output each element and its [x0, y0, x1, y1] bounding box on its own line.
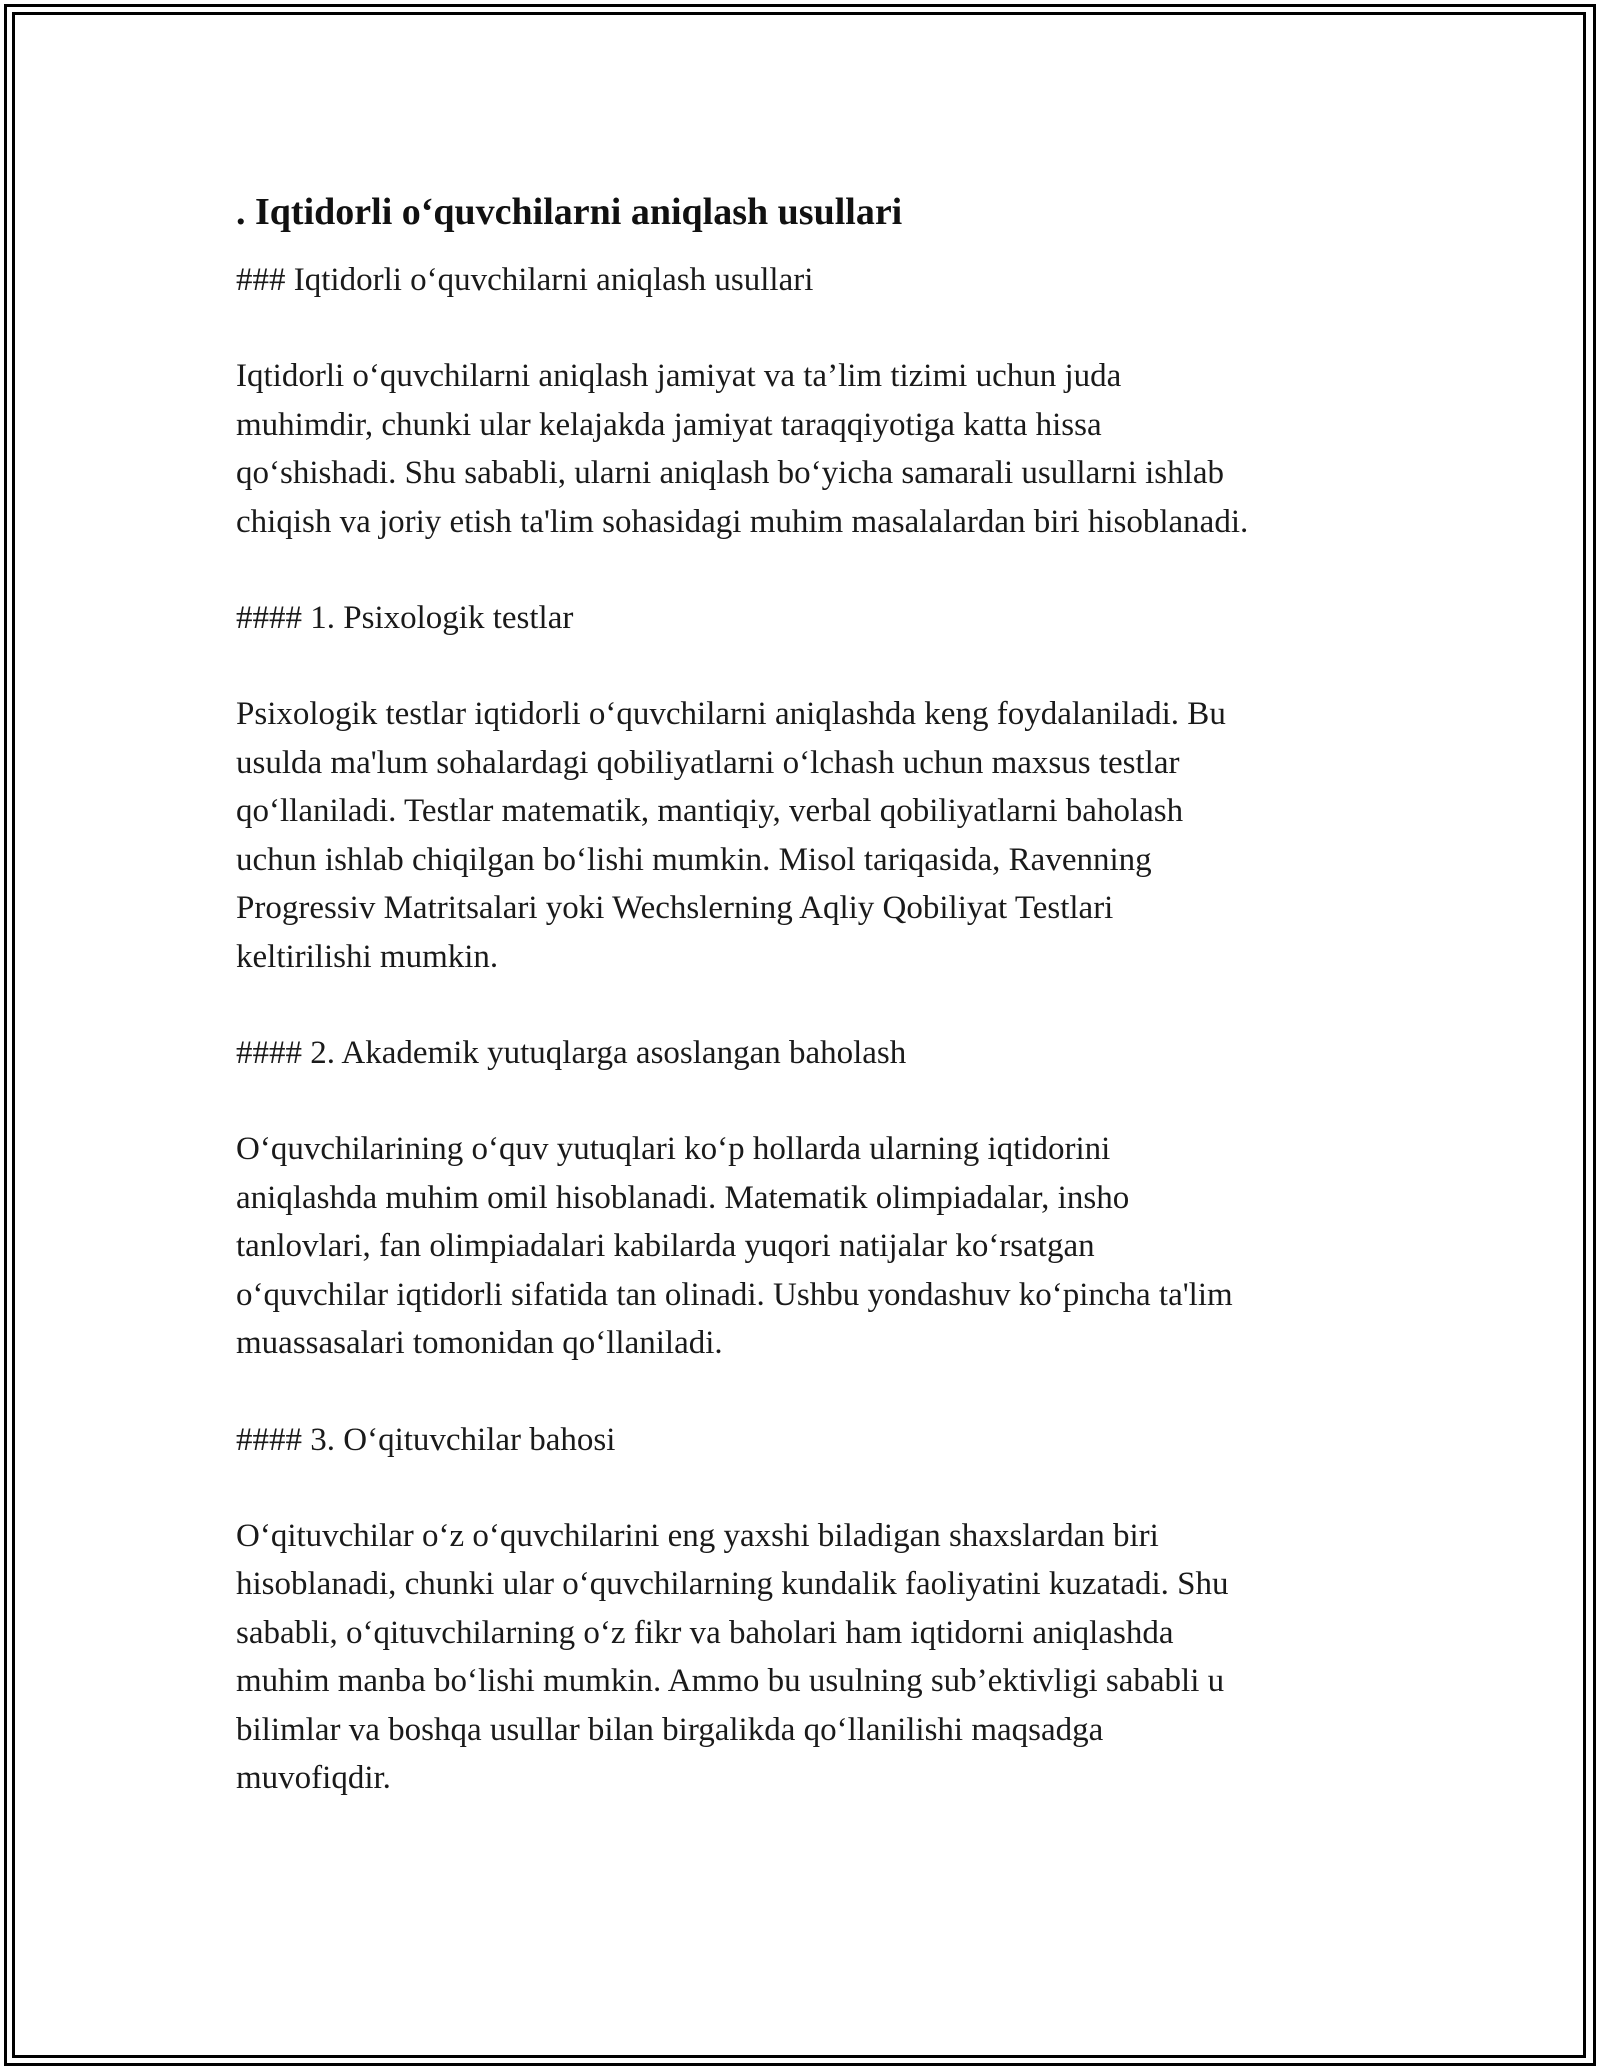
paragraph-line: Progressiv Matritsalari yoki Wechslerning Aqliy Qobiliyat Testlari [236, 890, 1114, 926]
section-heading-psixologik-testlar: #### 1. Psixologik testlar [236, 600, 574, 636]
document-body [236, 188, 1396, 1851]
intro-line: Iqtidorli o‘quvchilarni aniqlash jamiyat va ta’lim tizimi uchun juda [236, 358, 1122, 394]
paragraph-line: Psixologik testlar iqtidorli o‘quvchilarni aniqlashda keng foydalaniladi. Bu [236, 696, 1226, 732]
paragraph-line: sababli, o‘qituvchilarning o‘z fikr va baholari ham iqtidorni aniqlashda [236, 1614, 1174, 1651]
paragraph-line: tanlovlari, fan olimpiadalari kabilarda yuqori natijalar ko‘rsatgan [236, 1228, 1095, 1264]
section-paragraph-psixologik-testlar [236, 690, 1396, 981]
section-paragraph-oqituvchilar-bahosi [236, 1512, 1396, 1803]
paragraph-line: uchun ishlab chiqilgan bo‘lishi mumkin. Misol tariqasida, Ravenning [236, 841, 1152, 878]
paragraph-line: muvofiqdir. [236, 1760, 391, 1796]
section-paragraph-akademik-yutuqlar [236, 1125, 1396, 1368]
document-title: . Iqtidorli o‘quvchilarni aniqlash usullari [236, 191, 903, 233]
paragraph-line: muhim manba bo‘lishi mumkin. Ammo bu usulning sub’ektivligi sababli u [236, 1663, 1225, 1699]
paragraph-line: O‘qituvchilar o‘z o‘quvchilarini eng yaxshi biladigan shaxslardan biri [236, 1517, 1159, 1554]
paragraph-line: muassasalari tomonidan qo‘llaniladi. [236, 1325, 723, 1361]
document-subheading: ### Iqtidorli o‘quvchilarni aniqlash usullari [236, 262, 814, 298]
paragraph-line: hisoblanadi, chunki ular o‘quvchilarning kundalik faoliyatini kuzatadi. Shu [236, 1566, 1229, 1602]
intro-line: chiqish va joriy etish ta'lim sohasidagi muhim masalalardan biri hisoblanadi. [236, 503, 1249, 540]
paragraph-line: O‘quvchilarining o‘quv yutuqlari ko‘p hollarda ularning iqtidorini [236, 1131, 1111, 1167]
paragraph-line: qo‘llaniladi. Testlar matematik, mantiqiy, verbal qobiliyatlarni baholash [236, 793, 1184, 829]
paragraph-line: usulda ma'lum sohalardagi qobiliyatlarni o‘lchash uchun maxsus testlar [236, 744, 1180, 781]
paragraph-line: o‘quvchilar iqtidorli sifatida tan olinadi. Ushbu yondashuv ko‘pincha ta'lim [236, 1276, 1233, 1313]
paragraph-line: bilimlar va boshqa usullar bilan birgalikda qo‘llanilishi maqsadga [236, 1711, 1104, 1748]
intro-line: muhimdir, chunki ular kelajakda jamiyat taraqqiyotiga katta hissa [236, 406, 1102, 443]
intro-paragraph [236, 352, 1396, 546]
section-heading-oqituvchilar-bahosi: #### 3. O‘qituvchilar bahosi [236, 1421, 616, 1458]
paragraph-line: keltirilishi mumkin. [236, 938, 499, 975]
intro-line: qo‘shishadi. Shu sababli, ularni aniqlash bo‘yicha samarali usullarni ishlab [236, 455, 1224, 491]
section-heading-akademik-yutuqlar: #### 2. Akademik yutuqlarga asoslangan baholash [236, 1035, 907, 1071]
paragraph-line: aniqlashda muhim omil hisoblanadi. Matematik olimpiadalar, insho [236, 1179, 1130, 1216]
